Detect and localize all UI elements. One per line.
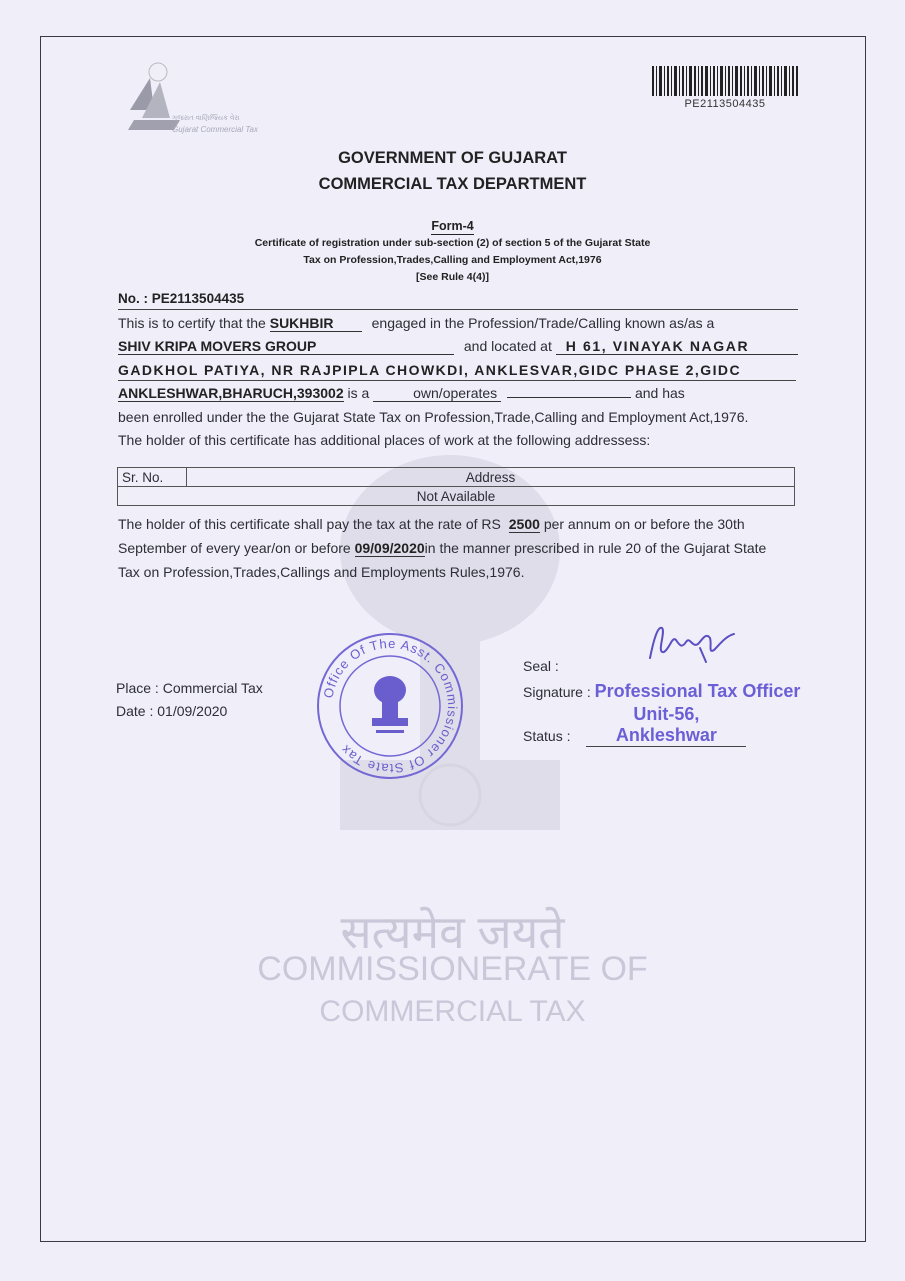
cert-line-2: SHIV KRIPA MOVERS GROUP and located at H 61, VINAYAK NAGAR [118,338,798,355]
certificate-number: No. : PE2113504435 [118,291,245,306]
svg-text:ગુજરાત વાણિજ્યિક વેરા: ગુજરાત વાણિજ્યિક વેરા [172,115,240,122]
svg-text:Office Of The Asst. Commission: Office Of The Asst. Commissioner Of State Tax [320,635,461,777]
status-line: Status : Unit-56, Ankleshwar [523,704,746,747]
col-sr-no: Sr. No. [118,468,187,487]
official-seal [314,630,466,782]
cert-line-4: ANKLESHWAR,BHARUCH,393002 is a own/operates and has [118,385,685,401]
additional-address-table [117,467,795,506]
holder-name: SUKHBIR [270,315,362,332]
signature-stamp: Professional Tax Officer [594,681,801,701]
address-part-2: GADKHOL PATIYA, NR RAJPIPLA CHOWKDI, ANKLESVAR,GIDC PHASE 2,GIDC [118,362,742,378]
place: Place : Commercial Tax [116,680,263,696]
tax-line-1: The holder of this certificate shall pay the tax at the rate of RS 2500 per annum on or before the 30th [118,516,745,532]
form-title: Form-4 [431,219,474,233]
form-rule: [See Rule 4(4)] [416,271,489,283]
address-part-3: ANKLESHWAR,BHARUCH,393002 [118,385,344,401]
watermark-hindi: सत्यमेव जयते [340,906,565,958]
col-address: Address [187,468,795,487]
barcode-number: PE2113504435 [684,98,766,110]
tax-amount: 2500 [508,516,540,532]
heading-government: GOVERNMENT OF GUJARAT [338,149,567,167]
cert-line-1: This is to certify that the SUKHBIR engaged in the Profession/Trade/Calling known as/as a [118,315,715,331]
table-empty-text: Not Available [118,487,795,506]
divider [118,309,798,310]
seal-label: Seal : [523,658,559,674]
additional-text: The holder of this certificate has additional places of work at the following addressess: [118,432,651,448]
form-subtitle-2: Tax on Profession,Trades,Calling and Employment Act,1976 [303,254,602,266]
signature-line: Signature : Professional Tax Officer [523,681,801,701]
due-date: 09/09/2020 [354,540,425,556]
watermark-line2: COMMERCIAL TAX [319,995,586,1028]
tax-line-2: September of every year/on or before 09/09/2020in the manner prescribed in rule 20 of the Gujarat State [118,540,767,556]
address-underline [118,380,796,381]
heading-department: COMMERCIAL TAX DEPARTMENT [318,175,587,193]
date: Date : 01/09/2020 [116,703,228,719]
tax-line-3: Tax on Profession,Trades,Callings and Employments Rules,1976. [118,564,525,580]
logo-text: Gujarat Commercial Tax [172,125,258,134]
address-part-1: H 61, VINAYAK NAGAR [556,338,798,355]
form-subtitle-1: Certificate of registration under sub-section (2) of section 5 of the Gujarat State [254,237,651,249]
business-name: SHIV KRIPA MOVERS GROUP [118,338,454,355]
barcode [652,66,798,96]
handwritten-signature [640,618,740,666]
enrolled-text: been enrolled under the the Gujarat State Tax on Profession,Trade,Calling and Employment Act,1976. [118,409,749,425]
status-stamp: Unit-56, Ankleshwar [586,704,746,747]
watermark-line1: COMMISSIONERATE OF [257,950,648,988]
